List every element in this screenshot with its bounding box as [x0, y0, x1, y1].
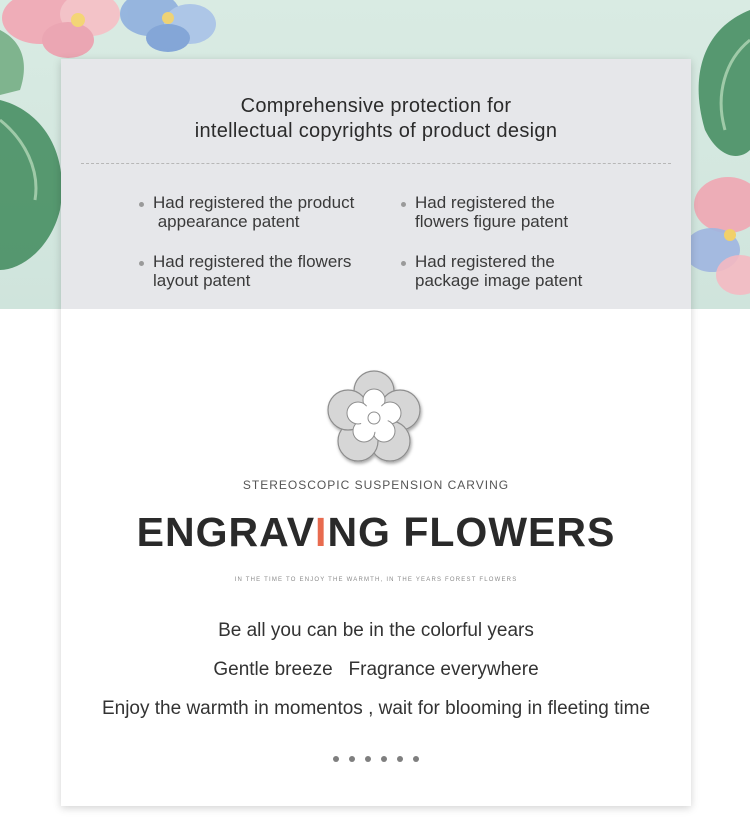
title-part: ENGRAV	[136, 509, 316, 555]
copyright-panel	[61, 59, 691, 309]
feature-line: Had registered the product	[153, 193, 355, 212]
feature-item	[153, 252, 351, 290]
feature-item	[415, 193, 568, 231]
title-line-2: intellectual copyrights of product design	[194, 120, 558, 142]
feature-line: package image patent	[415, 271, 583, 290]
feature-line: appearance patent	[153, 212, 300, 231]
dashed-divider	[81, 163, 671, 164]
dot-icon	[381, 756, 387, 762]
bullet-icon	[401, 202, 406, 207]
bullet-icon	[139, 202, 144, 207]
dot-icon	[397, 756, 403, 762]
feature-line: Had registered the	[415, 252, 555, 271]
flower-outline-icon	[320, 363, 428, 471]
bullet-icon	[139, 261, 144, 266]
title-part: NG FLOWERS	[327, 509, 616, 555]
dot-icon	[413, 756, 419, 762]
feature-line: layout patent	[153, 271, 251, 290]
product-subtitle: STEREOSCOPIC SUSPENSION CARVING	[242, 478, 510, 492]
feature-item	[415, 252, 582, 290]
dot-icon	[333, 756, 339, 762]
title-line-1: Comprehensive protection for	[240, 95, 512, 117]
slogan-line: Enjoy the warmth in momentos , wait for blooming in fleeting time	[101, 698, 651, 719]
slogan-line: Be all you can be in the colorful years	[218, 620, 534, 641]
page-title	[61, 94, 691, 144]
dot-icon	[365, 756, 371, 762]
title-accent-letter: I	[315, 509, 328, 555]
feature-line: Had registered the	[415, 193, 555, 212]
dot-icon	[349, 756, 355, 762]
bullet-icon	[401, 261, 406, 266]
tagline: IN THE TIME TO ENJOY THE WARMTH, IN THE YEARS FOREST FLOWERS	[234, 577, 518, 583]
slogan-line: Gentle breeze Fragrance everywhere	[213, 659, 539, 680]
feature-item	[153, 193, 354, 231]
dot-separator	[61, 749, 691, 767]
product-title	[61, 509, 691, 556]
feature-line: Had registered the flowers	[153, 252, 352, 271]
feature-line: flowers figure patent	[415, 212, 569, 231]
product-card	[61, 59, 691, 806]
